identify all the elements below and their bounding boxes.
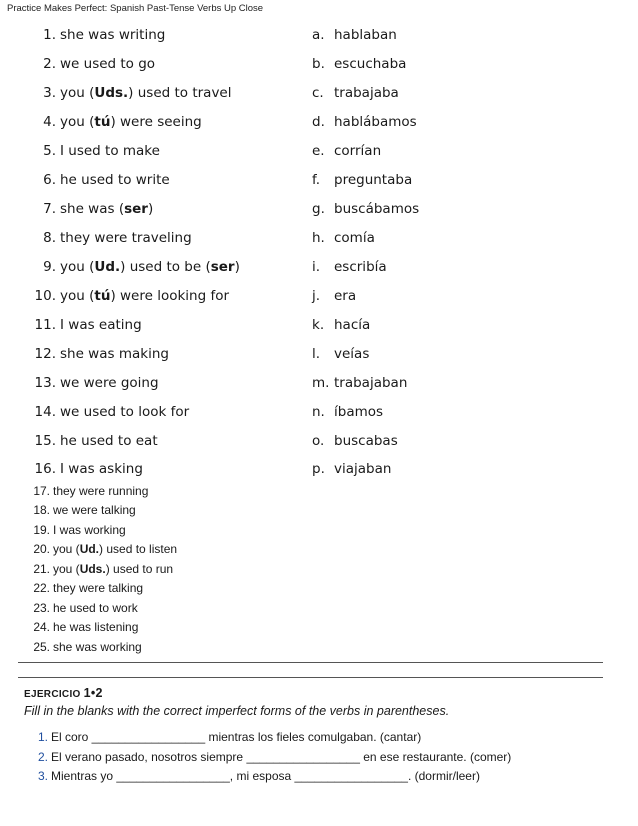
item-letter: a. [312, 27, 325, 43]
english-phrase: we were talking [53, 503, 136, 517]
list-item [30, 562, 173, 576]
english-phrase: he used to eat [60, 433, 158, 449]
item-number: 21. [33, 562, 50, 576]
english-phrase: he used to work [53, 601, 138, 615]
english-phrase: I was working [53, 523, 126, 537]
spanish-verb: hablaban [334, 27, 397, 43]
divider-top [18, 662, 603, 663]
item-number: 18. [33, 503, 50, 517]
spanish-verb: escribía [334, 259, 387, 275]
matching-row [0, 346, 638, 370]
list-item [30, 601, 138, 615]
matching-row [0, 259, 638, 283]
english-phrase: you (tú) were looking for [60, 288, 230, 304]
spanish-verb: hacía [334, 317, 371, 333]
exercise-sentence: El verano pasado, nosotros siempre _________________ en ese restaurante. (comer) [51, 750, 512, 764]
item-number: 17. [33, 484, 50, 498]
item-number: 23. [33, 601, 50, 615]
spanish-verb: corrían [334, 143, 382, 159]
spanish-verb: trabajaba [334, 85, 399, 101]
english-phrase: you (Uds.) used to travel [60, 85, 232, 101]
item-letter: f. [312, 172, 321, 188]
item-number: 3. [37, 769, 48, 783]
english-phrase: I was eating [60, 317, 142, 333]
item-number: 10. [34, 288, 56, 304]
exercise-sentence: El coro _________________ mientras los fieles comulgaban. (cantar) [51, 730, 422, 744]
spanish-verb: trabajaban [334, 375, 408, 391]
item-number: 20. [33, 542, 50, 556]
list-item [30, 523, 126, 537]
exercise-sentence: Mientras yo _________________, mi esposa _________________. (dormir/leer) [51, 769, 480, 783]
item-number: 25. [33, 640, 50, 654]
matching-row [0, 404, 638, 428]
english-phrase: we used to go [60, 56, 156, 72]
english-phrase: she was writing [60, 27, 166, 43]
spanish-verb: íbamos [334, 404, 384, 420]
matching-row [0, 114, 638, 138]
item-number: 5. [43, 143, 56, 159]
spanish-verb: buscabas [334, 433, 398, 449]
item-number: 22. [33, 581, 50, 595]
english-phrase: they were talking [53, 581, 144, 595]
item-letter: c. [312, 85, 324, 101]
list-item [30, 581, 143, 595]
item-letter: k. [312, 317, 325, 333]
spanish-verb: viajaban [334, 461, 392, 477]
matching-row [0, 56, 638, 80]
item-number: 11. [34, 317, 56, 333]
item-letter: m. [312, 375, 330, 391]
matching-row [0, 27, 638, 51]
spanish-verb: hablábamos [334, 114, 417, 130]
item-letter: n. [312, 404, 325, 420]
english-phrase: she was (ser) [60, 201, 154, 217]
item-number: 15. [34, 433, 56, 449]
list-item [30, 542, 177, 556]
item-number: 12. [34, 346, 56, 362]
item-number: 2. [43, 56, 56, 72]
exercise-number: 1•2 [83, 686, 103, 700]
item-number: 1. [37, 730, 48, 744]
english-phrase: they were running [53, 484, 149, 498]
matching-row [0, 433, 638, 457]
exercise-label: EJERCICIO 1•2 [24, 686, 103, 700]
english-phrase: I used to make [60, 143, 160, 159]
english-phrase: we used to look for [60, 404, 190, 420]
item-letter: i. [312, 259, 321, 275]
english-phrase: you (Ud.) used to be (ser) [60, 259, 240, 275]
item-letter: e. [312, 143, 325, 159]
english-phrase: she was making [60, 346, 169, 362]
item-number: 9. [43, 259, 56, 275]
list-item [30, 620, 138, 634]
item-number: 19. [33, 523, 50, 537]
matching-row [0, 201, 638, 225]
exercise-instructions: Fill in the blanks with the correct imperfect forms of the verbs in parentheses. [24, 704, 450, 718]
item-number: 14. [34, 404, 56, 420]
item-letter: h. [312, 230, 325, 246]
item-number: 7. [43, 201, 56, 217]
item-number: 4. [43, 114, 56, 130]
item-number: 16. [34, 461, 56, 477]
english-phrase: you (tú) were seeing [60, 114, 202, 130]
item-letter: g. [312, 201, 325, 217]
item-number: 3. [43, 85, 56, 101]
english-phrase: you (Ud.) used to listen [53, 542, 178, 556]
spanish-verb: comía [334, 230, 375, 246]
list-item [30, 484, 148, 498]
spanish-verb: escuchaba [334, 56, 407, 72]
item-number: 6. [43, 172, 56, 188]
item-letter: j. [312, 288, 321, 304]
item-number: 2. [37, 750, 48, 764]
item-letter: o. [312, 433, 325, 449]
english-phrase: I was asking [60, 461, 143, 477]
matching-row [0, 143, 638, 167]
item-number: 8. [43, 230, 56, 246]
spanish-verb: era [334, 288, 357, 304]
page-header-title: Practice Makes Perfect: Spanish Past-Tense Verbs Up Close [7, 3, 264, 14]
matching-row [0, 85, 638, 109]
english-phrase: he was listening [53, 620, 139, 634]
english-phrase: we were going [60, 375, 159, 391]
list-item [30, 640, 142, 654]
matching-row [0, 317, 638, 341]
english-phrase: they were traveling [60, 230, 192, 246]
item-number: 24. [33, 620, 50, 634]
exercise-item [30, 769, 480, 783]
item-number: 13. [34, 375, 56, 391]
matching-row [0, 375, 638, 399]
item-letter: d. [312, 114, 325, 130]
item-number: 1. [43, 27, 56, 43]
matching-row [0, 461, 638, 485]
spanish-verb: preguntaba [334, 172, 413, 188]
matching-row [0, 288, 638, 312]
exercise-item [30, 730, 421, 744]
item-letter: l. [312, 346, 321, 362]
list-item [30, 503, 136, 517]
matching-row [0, 172, 638, 196]
spanish-verb: buscábamos [334, 201, 420, 217]
english-phrase: he used to write [60, 172, 170, 188]
matching-row [0, 230, 638, 254]
divider-bottom [18, 677, 603, 678]
item-letter: b. [312, 56, 325, 72]
exercise-item [30, 750, 511, 764]
spanish-verb: veías [334, 346, 370, 362]
english-phrase: she was working [53, 640, 142, 654]
english-phrase: you (Uds.) used to run [53, 562, 174, 576]
item-letter: p. [312, 461, 325, 477]
